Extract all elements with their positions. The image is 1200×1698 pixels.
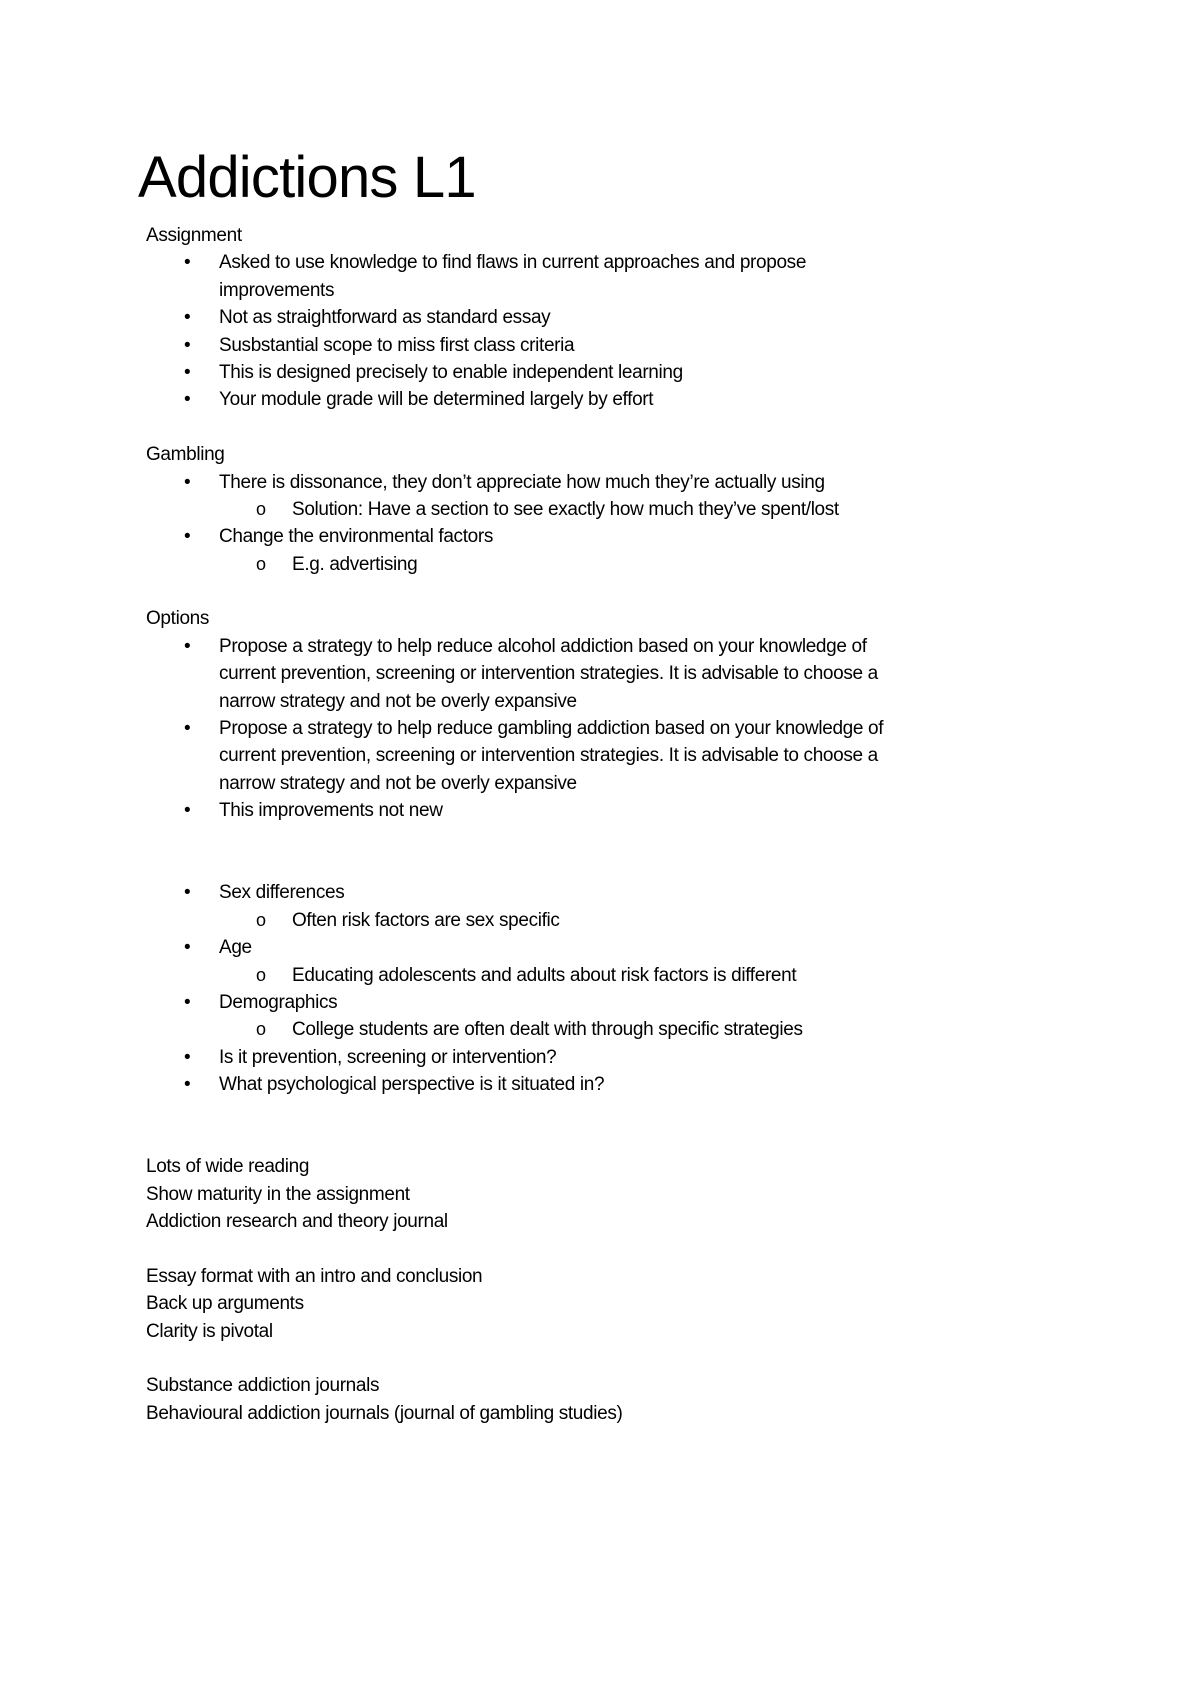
bullet-icon: • [184, 1074, 191, 1096]
bullet-icon: • [184, 882, 191, 904]
list-item-continuation: current prevention, screening or intervention strategies. It is advisable to choose a [219, 745, 878, 767]
bullet-icon: • [184, 1046, 191, 1068]
sub-list-item [146, 551, 1046, 578]
list-item-continuation: current prevention, screening or intervention strategies. It is advisable to choose a [219, 663, 878, 685]
list-item-continuation: improvements [219, 279, 335, 301]
bullet-icon: • [184, 718, 191, 740]
list-item-continuation: narrow strategy and not be overly expansive [219, 772, 577, 794]
note-line: Back up arguments [146, 1293, 304, 1315]
note-line: Show maturity in the assignment [146, 1183, 410, 1205]
spacer [146, 1235, 1046, 1262]
list-item-text: There is dissonance, they don’t appreciate how much they’re actually using [219, 471, 825, 493]
list-item-text: What psychological perspective is it situated in? [219, 1074, 605, 1096]
note-line: Behavioural addiction journals (journal of gambling studies) [146, 1402, 623, 1424]
bullet-icon: • [184, 361, 191, 383]
document-body [146, 222, 1046, 1427]
circle-bullet-icon: o [256, 1019, 266, 1040]
spacer [146, 414, 1046, 441]
list-item [146, 715, 1046, 742]
bullet-icon: • [184, 252, 191, 274]
section-heading-options: Options [146, 608, 210, 630]
document-title: Addictions L1 [138, 145, 476, 210]
list-item-text: This improvements not new [219, 800, 443, 822]
section-heading-gambling: Gambling [146, 444, 225, 466]
list-item [146, 633, 1046, 660]
list-item [146, 249, 1046, 276]
sub-list-item [146, 907, 1046, 934]
list-item [146, 332, 1046, 359]
list-item [146, 469, 1046, 496]
list-item-text: Age [219, 937, 252, 959]
list-item-text: Propose a strategy to help reduce gambling addiction based on your knowledge of [219, 718, 884, 740]
list-item [146, 879, 1046, 906]
list-item-text: Propose a strategy to help reduce alcohol addiction based on your knowledge of [219, 635, 867, 657]
list-item-text: Sex differences [219, 882, 345, 904]
list-item [146, 989, 1046, 1016]
spacer [146, 825, 1046, 852]
sub-list-item-text: Solution: Have a section to see exactly how much they’ve spent/lost [292, 498, 839, 520]
list-item-text: This is designed precisely to enable independent learning [219, 361, 683, 383]
circle-bullet-icon: o [256, 498, 266, 519]
note-line: Lots of wide reading [146, 1156, 310, 1178]
list-item [146, 1044, 1046, 1071]
bullet-icon: • [184, 991, 191, 1013]
bullet-icon: • [184, 389, 191, 411]
bullet-icon: • [184, 471, 191, 493]
sub-list-item-text: College students are often dealt with through specific strategies [292, 1019, 803, 1041]
list-item [146, 304, 1046, 331]
spacer [146, 1126, 1046, 1153]
section-heading-assignment: Assignment [146, 225, 242, 246]
sub-list-item-text: Educating adolescents and adults about risk factors is different [292, 964, 797, 986]
list-item-text: Demographics [219, 991, 338, 1013]
list-item [146, 523, 1046, 550]
list-item-text: Is it prevention, screening or intervention? [219, 1046, 557, 1068]
list-item-text: Asked to use knowledge to find flaws in current approaches and propose [219, 252, 807, 274]
list-item [146, 934, 1046, 961]
circle-bullet-icon: o [256, 553, 266, 574]
note-line: Addiction research and theory journal [146, 1211, 448, 1233]
sub-list-item [146, 962, 1046, 989]
note-line: Substance addiction journals [146, 1375, 380, 1397]
bullet-icon: • [184, 800, 191, 822]
spacer [146, 1099, 1046, 1126]
note-line: Essay format with an intro and conclusion [146, 1265, 483, 1287]
bullet-icon: • [184, 937, 191, 959]
circle-bullet-icon: o [256, 964, 266, 985]
sub-list-item-text: Often risk factors are sex specific [292, 909, 560, 931]
sub-list-item [146, 1016, 1046, 1043]
circle-bullet-icon: o [256, 909, 266, 930]
list-item [146, 1071, 1046, 1098]
list-item-text: Change the environmental factors [219, 526, 493, 548]
list-item-text: Susbstantial scope to miss first class criteria [219, 334, 575, 356]
bullet-icon: • [184, 635, 191, 657]
list-item [146, 797, 1046, 824]
list-item-continuation: narrow strategy and not be overly expansive [219, 690, 577, 712]
note-line: Clarity is pivotal [146, 1320, 273, 1342]
bullet-icon: • [184, 307, 191, 329]
spacer [146, 852, 1046, 879]
list-item-text: Not as straightforward as standard essay [219, 307, 551, 329]
bullet-icon: • [184, 334, 191, 356]
bullet-icon: • [184, 526, 191, 548]
sub-list-item [146, 496, 1046, 523]
list-item-text: Your module grade will be determined largely by effort [219, 389, 654, 411]
list-item [146, 386, 1046, 413]
spacer [146, 578, 1046, 605]
sub-list-item-text: E.g. advertising [292, 553, 418, 575]
spacer [146, 1345, 1046, 1372]
list-item [146, 359, 1046, 386]
